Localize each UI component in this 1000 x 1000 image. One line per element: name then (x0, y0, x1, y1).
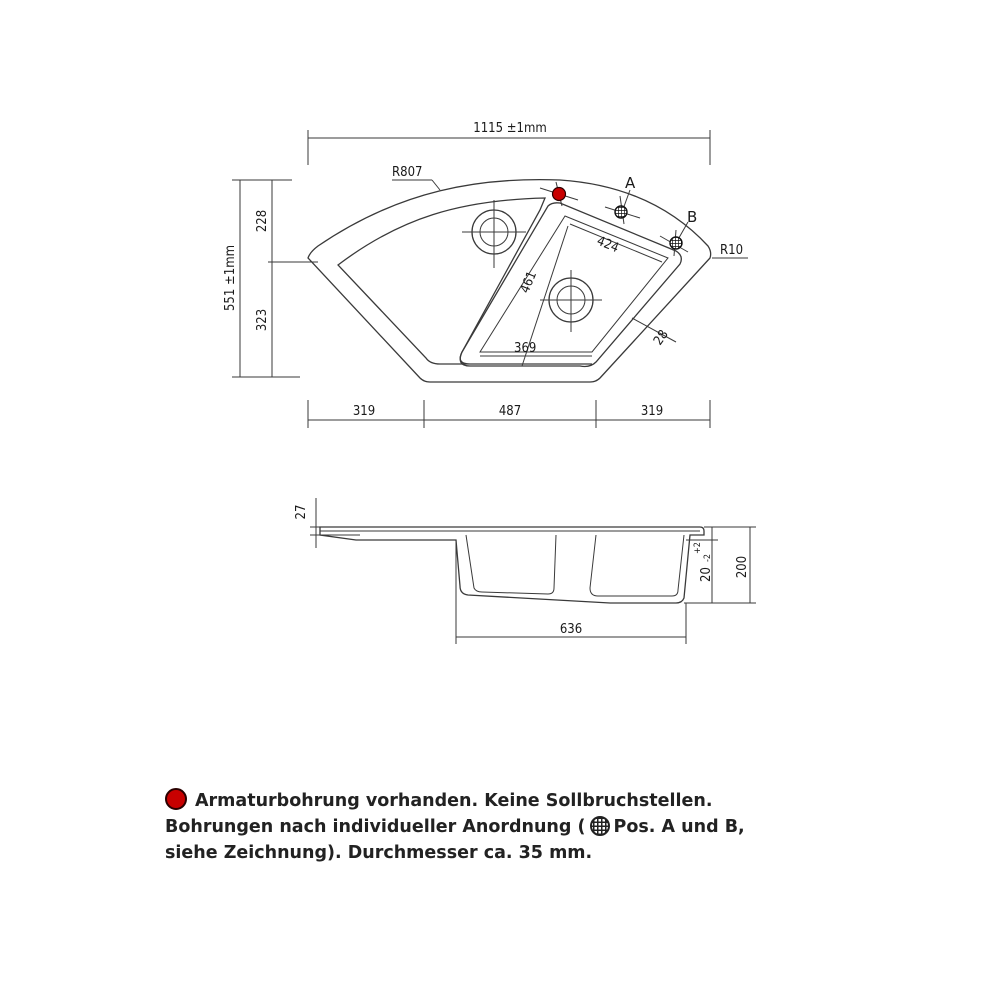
depth-label: 551 ±1mm (223, 244, 238, 312)
side-view (294, 498, 756, 644)
height-dimension (684, 527, 756, 603)
thickness-dimension (294, 498, 360, 548)
position-a-label: A (625, 174, 636, 192)
bottom-left-label: 319 (352, 404, 376, 419)
legend-text-3: siehe Zeichnung). Durchmesser ca. 35 mm. (165, 843, 593, 863)
width-dimension (308, 121, 710, 165)
legend (165, 788, 885, 866)
thickness-label: 27 (294, 504, 309, 520)
legend-line-3 (165, 840, 885, 866)
rim-dimension (632, 318, 676, 348)
position-b-hole-icon (660, 208, 697, 256)
legend-line-1 (165, 788, 885, 814)
basin-width-dimension (570, 224, 662, 262)
radius-label: R807 (392, 165, 423, 180)
tolerance-label: 20 (699, 567, 714, 582)
sink-profile-basin (590, 535, 684, 596)
drain-left (462, 200, 526, 268)
top-view (223, 121, 748, 428)
legend-text-2b: Pos. A und B, (613, 817, 745, 837)
corner-radius-label: R10 (720, 243, 744, 258)
drain-right (540, 270, 602, 332)
rim-label: 28 (650, 327, 672, 349)
basin-bottom-dimension (480, 341, 592, 356)
sink-profile-inner (466, 535, 556, 594)
bottom-dimension-chain (308, 400, 710, 428)
tolerance-minus-label: -2 (703, 553, 713, 562)
legend-text-1: Armaturbohrung vorhanden. Keine Sollbruchstellen. (195, 791, 713, 811)
basin-width-label: 424 (594, 233, 621, 257)
legend-text-2a: Bohrungen nach individueller Anordnung ( (165, 817, 586, 837)
bottom-right-label: 319 (640, 404, 664, 419)
legend-line-2 (165, 814, 885, 840)
depth-dimension (223, 180, 318, 377)
red-tap-hole-icon (165, 788, 187, 810)
height-label: 200 (735, 555, 750, 579)
crosshatched-hole-icon (590, 816, 610, 836)
radius-callout (392, 165, 440, 190)
sink-profile (320, 527, 704, 603)
corner-radius-callout (712, 243, 748, 258)
basin-depth-label: 461 (517, 269, 541, 296)
drainboard-outline (338, 198, 592, 364)
basin-bottom-label: 369 (514, 341, 537, 356)
tolerance-dimension (686, 527, 718, 603)
position-b-label: B (687, 208, 698, 226)
bottom-center-label: 487 (498, 404, 522, 419)
depth-lower-label: 323 (255, 308, 270, 332)
side-basin-width-label: 636 (559, 622, 583, 637)
tolerance-plus-label: +2 (693, 542, 703, 554)
depth-upper-label: 228 (255, 209, 270, 233)
width-label: 1115 ±1mm (473, 121, 547, 136)
tap-hole-dot (553, 188, 566, 201)
position-a-hole-icon (605, 174, 640, 224)
